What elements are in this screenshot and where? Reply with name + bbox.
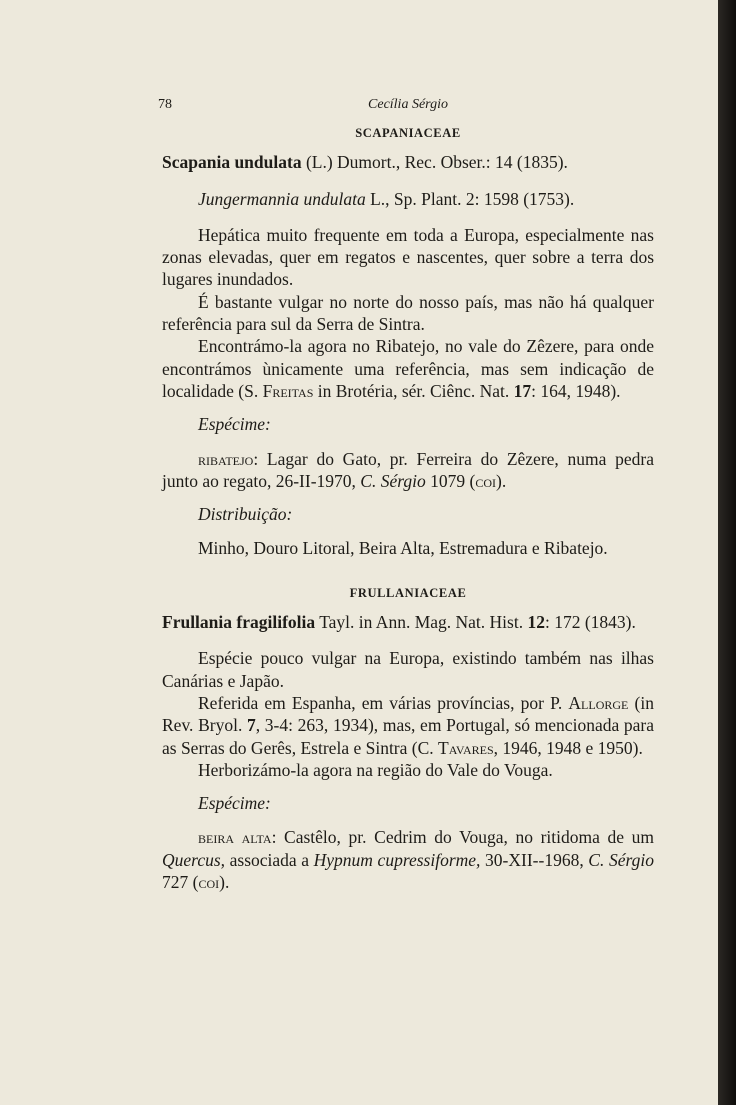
collector-name: C. Sérgio	[360, 470, 426, 491]
locality-name: beira alta	[198, 827, 272, 848]
text-run: , 1946, 1948 e 1950).	[493, 737, 643, 758]
spacer	[162, 560, 654, 574]
volume-number: 17	[513, 380, 532, 401]
taxon-name: Frullania fragilifolia	[162, 612, 316, 633]
text-run: (in Rev. Bryol.	[162, 692, 654, 736]
author-name: Freitas	[262, 380, 314, 401]
paragraph: Espécie pouco vulgar na Europa, existindo também nas ilhas Canárias e Japão.	[162, 648, 654, 691]
text-run: in Brotéria, sér. Ciênc. Nat.	[313, 380, 514, 401]
herbarium-code: coi	[198, 872, 220, 893]
specimen-entry	[162, 826, 654, 893]
text-run: 1079 (	[425, 470, 476, 491]
taxon-citation: (L.) Dumort., Rec. Obser.: 14 (1835).	[305, 152, 568, 173]
text-run: Referida em Espanha, em várias províncias, por P.	[198, 692, 569, 713]
distribution-text: Minho, Douro Litoral, Beira Alta, Estremadura e Ribatejo.	[198, 538, 608, 559]
host-name: Hypnum cupressiforme,	[313, 849, 481, 870]
herbarium-code: coi	[475, 470, 496, 491]
paragraph: É bastante vulgar no norte do nosso país, mas não há qualquer referência para sul da Serra de Sintra.	[162, 291, 654, 335]
distribution-label: Distribuição:	[198, 504, 293, 525]
volume-number: 12	[527, 612, 545, 633]
taxon-name: Scapania undulata	[162, 152, 302, 173]
text-run: ).	[219, 872, 230, 893]
paragraph: Hepática muito frequente em toda a Europa, especialmente nas zonas elevadas, quer em regatos e nascentes, quer sobre a terra dos lugares inundados.	[162, 224, 654, 290]
specimen-entry	[162, 448, 654, 493]
text-run: : Lagar do Gato, pr. Ferreira do Zêzere, numa pedra junto ao regato, 26-II-1970,	[162, 448, 654, 491]
page-number: 78	[158, 97, 172, 112]
page-content	[158, 94, 655, 893]
volume-number: 7	[247, 715, 256, 736]
paragraph	[162, 335, 654, 402]
collector-name: C. Sérgio	[588, 849, 654, 870]
page-header	[158, 94, 654, 114]
specimen-label: Espécime:	[198, 793, 271, 814]
synonym-entry	[162, 188, 654, 210]
paragraph: Herborizámo-la agora na região do Vale do Vouga.	[198, 759, 553, 780]
text-run: , 3-4: 263, 1934), mas, em Portugal, só mencionada para as Serras do Gerês, Estrela e Sintra (C.	[162, 715, 655, 758]
taxon-entry	[162, 611, 654, 633]
text-run: Encontrámo-la agora no Ribatejo, no vale do Zêzere, para onde encontrámos ùnicamente uma referência, mas sem indicação de localidade (S.	[162, 336, 654, 401]
running-head: Cecília Sérgio	[368, 97, 448, 112]
host-name: Quercus,	[162, 849, 226, 870]
taxon-entry	[162, 151, 654, 173]
text-run: associada a	[225, 849, 314, 870]
text-run: : 172 (1843).	[544, 612, 636, 633]
synonym-name: Jungermannia undulata	[198, 188, 366, 209]
text-run: 727 (	[162, 872, 199, 893]
page-edge-shadow	[718, 0, 736, 1105]
text-run: Tayl. in Ann. Mag. Nat. Hist.	[319, 612, 528, 633]
text-run: : Castêlo, pr. Cedrim do Vouga, no ritidoma de um	[271, 827, 654, 848]
synonym-citation: L., Sp. Plant. 2: 1598 (1753).	[370, 188, 575, 209]
family-heading-frullaniaceae: FRULLANIACEAE	[349, 585, 467, 600]
locality-name: ribatejo	[198, 448, 254, 469]
text-run: : 164, 1948).	[531, 380, 621, 401]
family-heading-scapaniaceae: SCAPANIACEAE	[355, 126, 461, 140]
text-run: 30-XII--1968,	[480, 849, 589, 870]
specimen-label: Espécime:	[198, 414, 271, 435]
paragraph	[162, 692, 654, 759]
author-name: Tavares	[438, 737, 494, 758]
text-run: ).	[496, 470, 507, 491]
author-name: Allorge	[568, 692, 629, 713]
